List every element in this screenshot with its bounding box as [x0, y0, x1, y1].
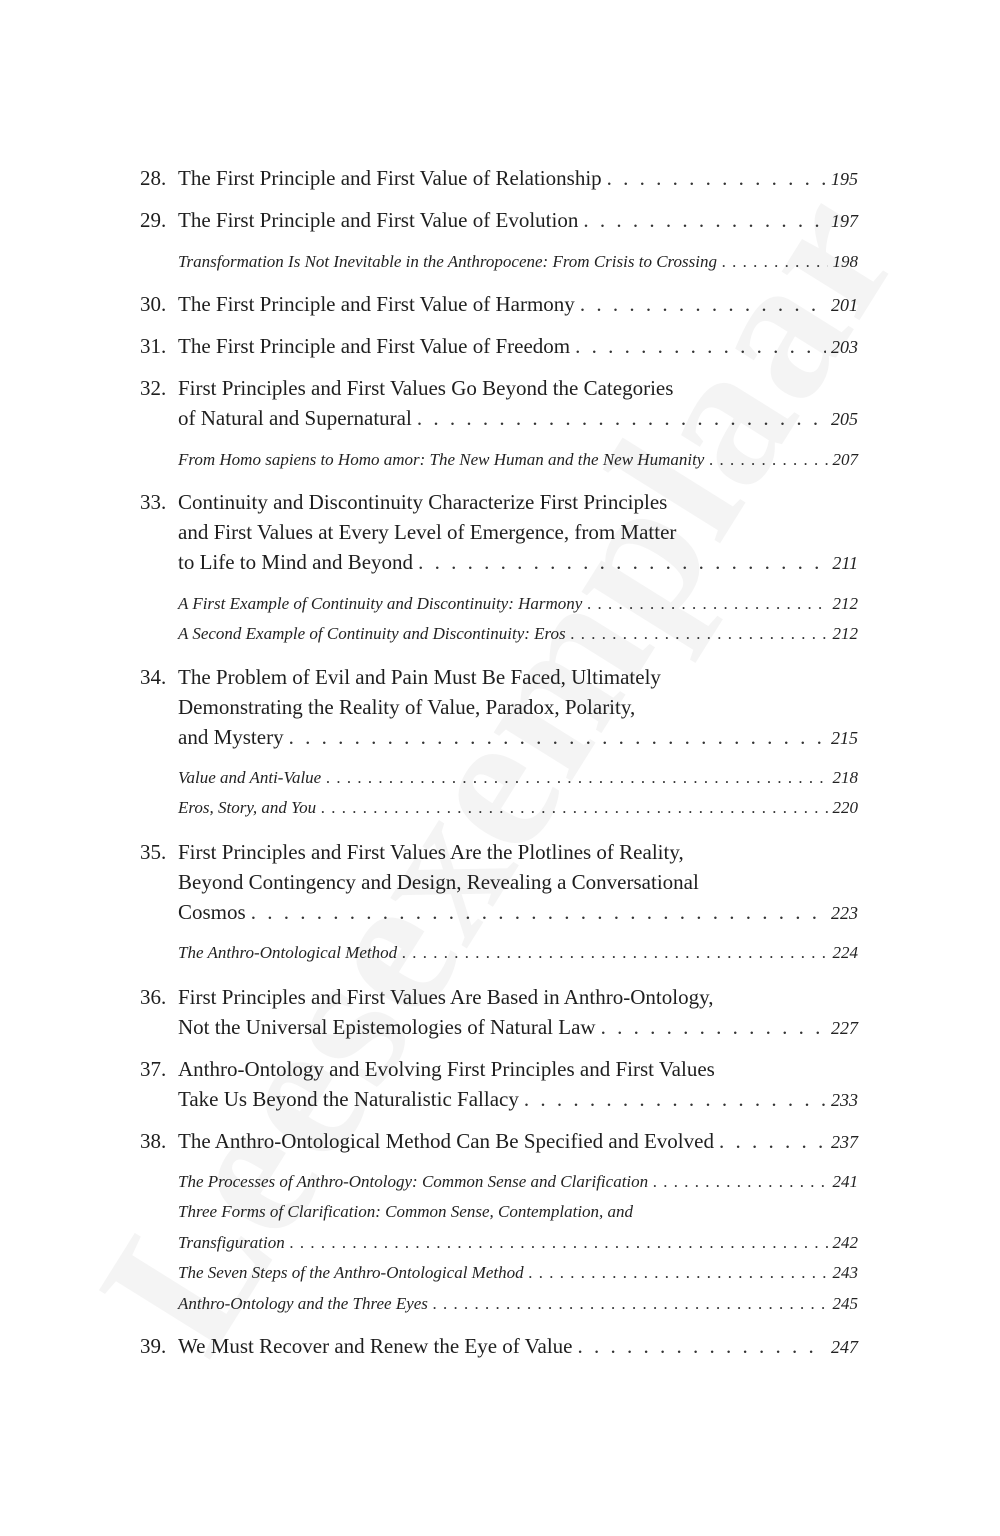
section-title: Anthro-Ontology and the Three Eyes [178, 1294, 428, 1313]
page-number: 241 [832, 1172, 858, 1191]
page-number: 223 [831, 903, 858, 923]
leader-dots [529, 1260, 828, 1286]
toc-entry-38[interactable] [140, 1126, 858, 1157]
toc-entry-35-line-1[interactable] [140, 837, 858, 867]
leader-dots [601, 1012, 826, 1042]
toc-entry-30[interactable] [140, 289, 858, 320]
chapter-title: Anthro-Ontology and Evolving First Principles and First Values [178, 1057, 715, 1081]
toc-entry-32-line-2[interactable] [178, 403, 858, 434]
leader-dots [587, 591, 827, 617]
leader-dots [607, 163, 826, 193]
toc-entry-35-line-3[interactable] [178, 897, 858, 928]
page-number: 212 [832, 624, 858, 643]
toc-subentry[interactable] [178, 1291, 858, 1317]
chapter-title: to Life to Mind and Beyond [178, 550, 414, 574]
page-number: 201 [831, 295, 858, 315]
toc-subentry[interactable] [178, 621, 858, 647]
chapter-title: and First Values at Every Level of Emergence, from Matter [178, 520, 677, 544]
leader-dots [321, 795, 827, 821]
page-number: 237 [831, 1132, 858, 1152]
leader-dots [709, 447, 827, 473]
toc-entry-36-line-1[interactable] [140, 982, 858, 1012]
chapter-title: of Natural and Supernatural [178, 406, 412, 430]
chapter-number: 33. [140, 490, 167, 514]
chapter-title: The Anthro-Ontological Method Can Be Specified and Evolved [178, 1129, 714, 1153]
page-number: 233 [831, 1090, 858, 1110]
section-title: A First Example of Continuity and Discontinuity: Harmony [178, 594, 583, 613]
chapter-title: Beyond Contingency and Design, Revealing a Conversational [178, 870, 699, 894]
toc-entry-33-line-1[interactable] [140, 487, 858, 517]
toc-entry-33-line-2[interactable] [178, 517, 858, 547]
toc-subentry-line-2[interactable] [178, 1230, 858, 1256]
page-number: 242 [832, 1233, 858, 1252]
chapter-title: and Mystery [178, 725, 284, 749]
chapter-title: First Principles and First Values Are Based in Anthro-Ontology, [178, 985, 714, 1009]
toc-subentry-line-1[interactable] [178, 1199, 858, 1225]
chapter-number: 32. [140, 376, 167, 400]
chapter-number: 35. [140, 840, 167, 864]
toc-subentry[interactable] [178, 765, 858, 791]
page-number: 227 [831, 1018, 858, 1038]
chapter-number: 30. [140, 292, 167, 316]
section-title: Three Forms of Clarification: Common Sense, Contemplation, and [178, 1202, 634, 1221]
toc-entry-34-line-2[interactable] [178, 692, 858, 722]
leader-dots [402, 940, 827, 966]
page-number: 205 [831, 409, 858, 429]
chapter-title: The Problem of Evil and Pain Must Be Faced, Ultimately [178, 665, 661, 689]
section-title: The Seven Steps of the Anthro-Ontological Method [178, 1263, 524, 1282]
leader-dots [251, 897, 826, 927]
toc-entry-34-line-1[interactable] [140, 662, 858, 692]
section-title: Value and Anti-Value [178, 768, 322, 787]
toc-subentry[interactable] [178, 1169, 858, 1195]
page-number: 220 [832, 798, 858, 817]
chapter-title: First Principles and First Values Go Beyond the Categories [178, 376, 674, 400]
leader-dots [580, 289, 826, 319]
section-title: Transformation Is Not Inevitable in the Anthropocene: From Crisis to Crossing [178, 252, 717, 271]
section-title: The Processes of Anthro-Ontology: Common Sense and Clarification [178, 1172, 649, 1191]
chapter-title: First Principles and First Values Are the Plotlines of Reality, [178, 840, 684, 864]
chapter-title: The First Principle and First Value of Harmony [178, 292, 575, 316]
leader-dots [524, 1084, 826, 1114]
section-title: The Anthro-Ontological Method [178, 943, 398, 962]
chapter-number: 38. [140, 1129, 167, 1153]
toc-entry-37-line-1[interactable] [140, 1054, 858, 1084]
toc-entry-35-line-2[interactable] [178, 867, 858, 897]
page-number: 215 [831, 728, 858, 748]
leader-dots [577, 1331, 826, 1361]
chapter-title: The First Principle and First Value of Relationship [178, 166, 602, 190]
chapter-title: We Must Recover and Renew the Eye of Value [178, 1334, 573, 1358]
page-number: 245 [832, 1294, 858, 1313]
page-number: 218 [832, 768, 858, 787]
toc-entry-29[interactable] [140, 205, 858, 236]
toc-entry-32-line-1[interactable] [140, 373, 858, 403]
chapter-number: 28. [140, 166, 167, 190]
toc-subentry[interactable] [178, 447, 858, 473]
leader-dots [583, 205, 826, 235]
toc-entry-37-line-2[interactable] [178, 1084, 858, 1115]
page-number: 224 [832, 943, 858, 962]
page-number: 211 [832, 553, 858, 573]
page-number: 243 [832, 1263, 858, 1282]
leader-dots [719, 1126, 826, 1156]
chapter-number: 36. [140, 985, 167, 1009]
page-number: 198 [832, 252, 858, 271]
chapter-title: Continuity and Discontinuity Characterize First Principles [178, 490, 668, 514]
chapter-title: Not the Universal Epistemologies of Natural Law [178, 1015, 596, 1039]
section-title: Transfiguration [178, 1233, 285, 1252]
leader-dots [433, 1291, 828, 1317]
leader-dots [418, 547, 827, 577]
page-number: 212 [832, 594, 858, 613]
section-title: Eros, Story, and You [178, 798, 317, 817]
chapter-title: Take Us Beyond the Naturalistic Fallacy [178, 1087, 519, 1111]
section-title: From Homo sapiens to Homo amor: The New Human and the New Humanity [178, 450, 705, 469]
page-number: 207 [832, 450, 858, 469]
page-number: 197 [831, 211, 858, 231]
page-number: 203 [831, 337, 858, 357]
chapter-number: 37. [140, 1057, 167, 1081]
chapter-number: 34. [140, 665, 167, 689]
chapter-title: Cosmos [178, 900, 246, 924]
chapter-number: 39. [140, 1334, 167, 1358]
leader-dots [326, 765, 827, 791]
toc-entry-28[interactable] [140, 163, 858, 194]
chapter-number: 29. [140, 208, 167, 232]
leader-dots [575, 331, 826, 361]
toc-entry-34-line-3[interactable] [178, 722, 858, 753]
toc-subentry[interactable] [178, 795, 858, 821]
toc-subentry[interactable] [178, 249, 858, 275]
toc-entry-39[interactable] [140, 1331, 858, 1362]
chapter-number: 31. [140, 334, 167, 358]
toc-entry-31[interactable] [140, 331, 858, 362]
leader-dots [571, 621, 828, 647]
toc-subentry[interactable] [178, 591, 858, 617]
toc-entry-36-line-2[interactable] [178, 1012, 858, 1043]
toc-subentry[interactable] [178, 1260, 858, 1286]
leader-dots [290, 1230, 828, 1256]
leader-dots [722, 249, 828, 275]
leader-dots [289, 722, 826, 752]
leader-dots [653, 1169, 827, 1195]
page-number: 247 [831, 1337, 858, 1357]
chapter-title: Demonstrating the Reality of Value, Paradox, Polarity, [178, 695, 636, 719]
chapter-title: The First Principle and First Value of Freedom [178, 334, 571, 358]
toc-subentry[interactable] [178, 940, 858, 966]
toc-entry-33-line-3[interactable] [178, 547, 858, 578]
chapter-title: The First Principle and First Value of Evolution [178, 208, 579, 232]
page-number: 195 [831, 169, 858, 189]
leader-dots [417, 403, 826, 433]
section-title: A Second Example of Continuity and Discontinuity: Eros [178, 624, 566, 643]
